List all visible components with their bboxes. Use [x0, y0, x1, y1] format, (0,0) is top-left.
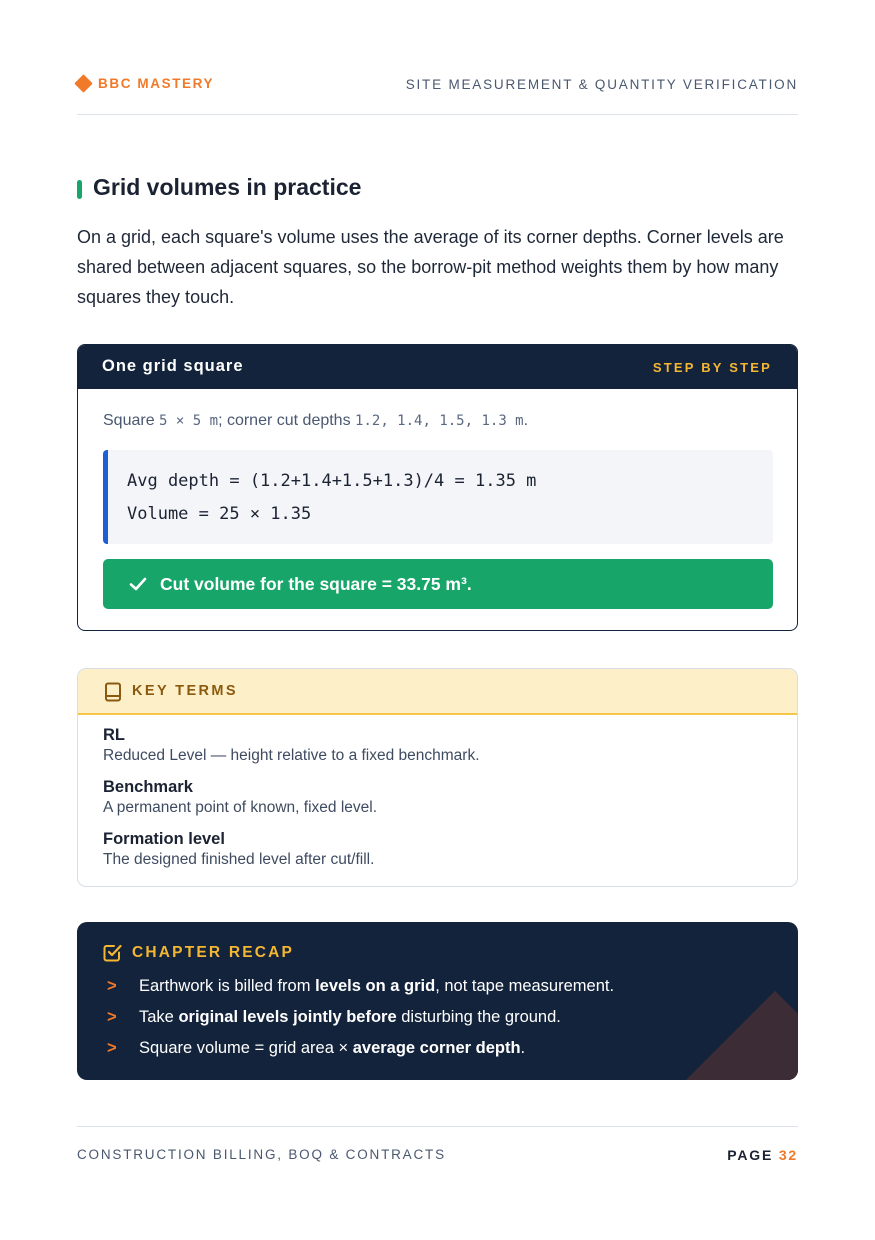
term-item [103, 829, 374, 871]
recap-item [107, 977, 614, 996]
recap-text: disturbing the ground. [396, 1008, 561, 1026]
chevron-right-icon: > [107, 1008, 117, 1026]
term-definition: A permanent point of known, fixed level. [103, 799, 377, 816]
page-number-value: 32 [778, 1147, 798, 1163]
result-banner [103, 559, 773, 609]
brand-diamond-icon [74, 74, 92, 92]
chapter-recap-label: CHAPTER RECAP [132, 944, 295, 961]
term-definition: The designed finished level after cut/fill. [103, 851, 375, 868]
decorative-diamond [669, 991, 798, 1080]
term-name: Formation level [103, 830, 225, 848]
section-accent-bar [77, 180, 82, 199]
recap-text: Square volume = grid area × [139, 1039, 353, 1057]
recap-text: Earthwork is billed from [139, 977, 316, 995]
step-card-title: One grid square [102, 357, 244, 375]
recap-emphasis: levels on a grid [315, 977, 436, 995]
step-card [77, 344, 798, 631]
given-depths: 1.2, 1.4, 1.5, 1.3 m [355, 413, 524, 429]
section-intro: On a grid, each square's volume uses the average of its corner depths. Corner levels are shared between adjacent squares, so the borrow-pit method weights them by how many squares they touch. [77, 227, 784, 307]
checkbox-icon [103, 943, 122, 962]
recap-text: Take [139, 1008, 179, 1026]
step-card-header [78, 345, 797, 389]
formula-line-avg-depth: Avg depth = (1.2+1.4+1.5+1.3)/4 = 1.35 m [127, 471, 537, 491]
key-terms-header [78, 669, 797, 715]
term-name: Benchmark [103, 778, 193, 796]
recap-item [107, 1008, 561, 1027]
step-card-given [103, 412, 528, 430]
recap-emphasis: average corner depth [352, 1039, 521, 1057]
chapter-recap-box [77, 922, 798, 1080]
chevron-right-icon: > [107, 977, 117, 995]
footer-divider [77, 1126, 798, 1127]
page-header [77, 76, 798, 96]
term-name: RL [103, 726, 125, 744]
result-text: Cut volume for the square = 33.75 m³. [160, 573, 472, 594]
key-terms-label: KEY TERMS [132, 683, 238, 699]
header-chapter-title: SITE MEASUREMENT & QUANTITY VERIFICATION [405, 77, 798, 92]
recap-emphasis: original levels jointly before [178, 1008, 397, 1026]
given-prefix: Square [103, 412, 160, 429]
chevron-right-icon: > [107, 1039, 117, 1057]
step-card-tag: STEP BY STEP [652, 360, 772, 375]
recap-text: . [520, 1039, 526, 1057]
term-definition: Reduced Level — height relative to a fixed benchmark. [103, 747, 480, 764]
footer-book-title: CONSTRUCTION BILLING, BOQ & CONTRACTS [77, 1147, 446, 1162]
check-icon [128, 574, 148, 594]
page-label: PAGE [727, 1147, 774, 1163]
page-number [727, 1147, 798, 1163]
brand-name: BBC MASTERY [98, 76, 215, 91]
formula-line-volume: Volume = 25 × 1.35 [127, 504, 312, 524]
term-item [103, 777, 377, 819]
recap-text: , not tape measurement. [435, 977, 615, 995]
header-divider [77, 114, 798, 115]
brand [74, 76, 214, 91]
given-size: 5 × 5 m [159, 413, 219, 429]
formula-block [103, 450, 773, 544]
given-suffix: . [523, 412, 529, 429]
book-icon [104, 682, 122, 702]
given-middle: ; corner cut depths [218, 412, 356, 429]
recap-item [107, 1039, 525, 1058]
key-terms-box [77, 668, 798, 887]
term-item [103, 725, 480, 767]
section-title: Grid volumes in practice [93, 174, 362, 200]
